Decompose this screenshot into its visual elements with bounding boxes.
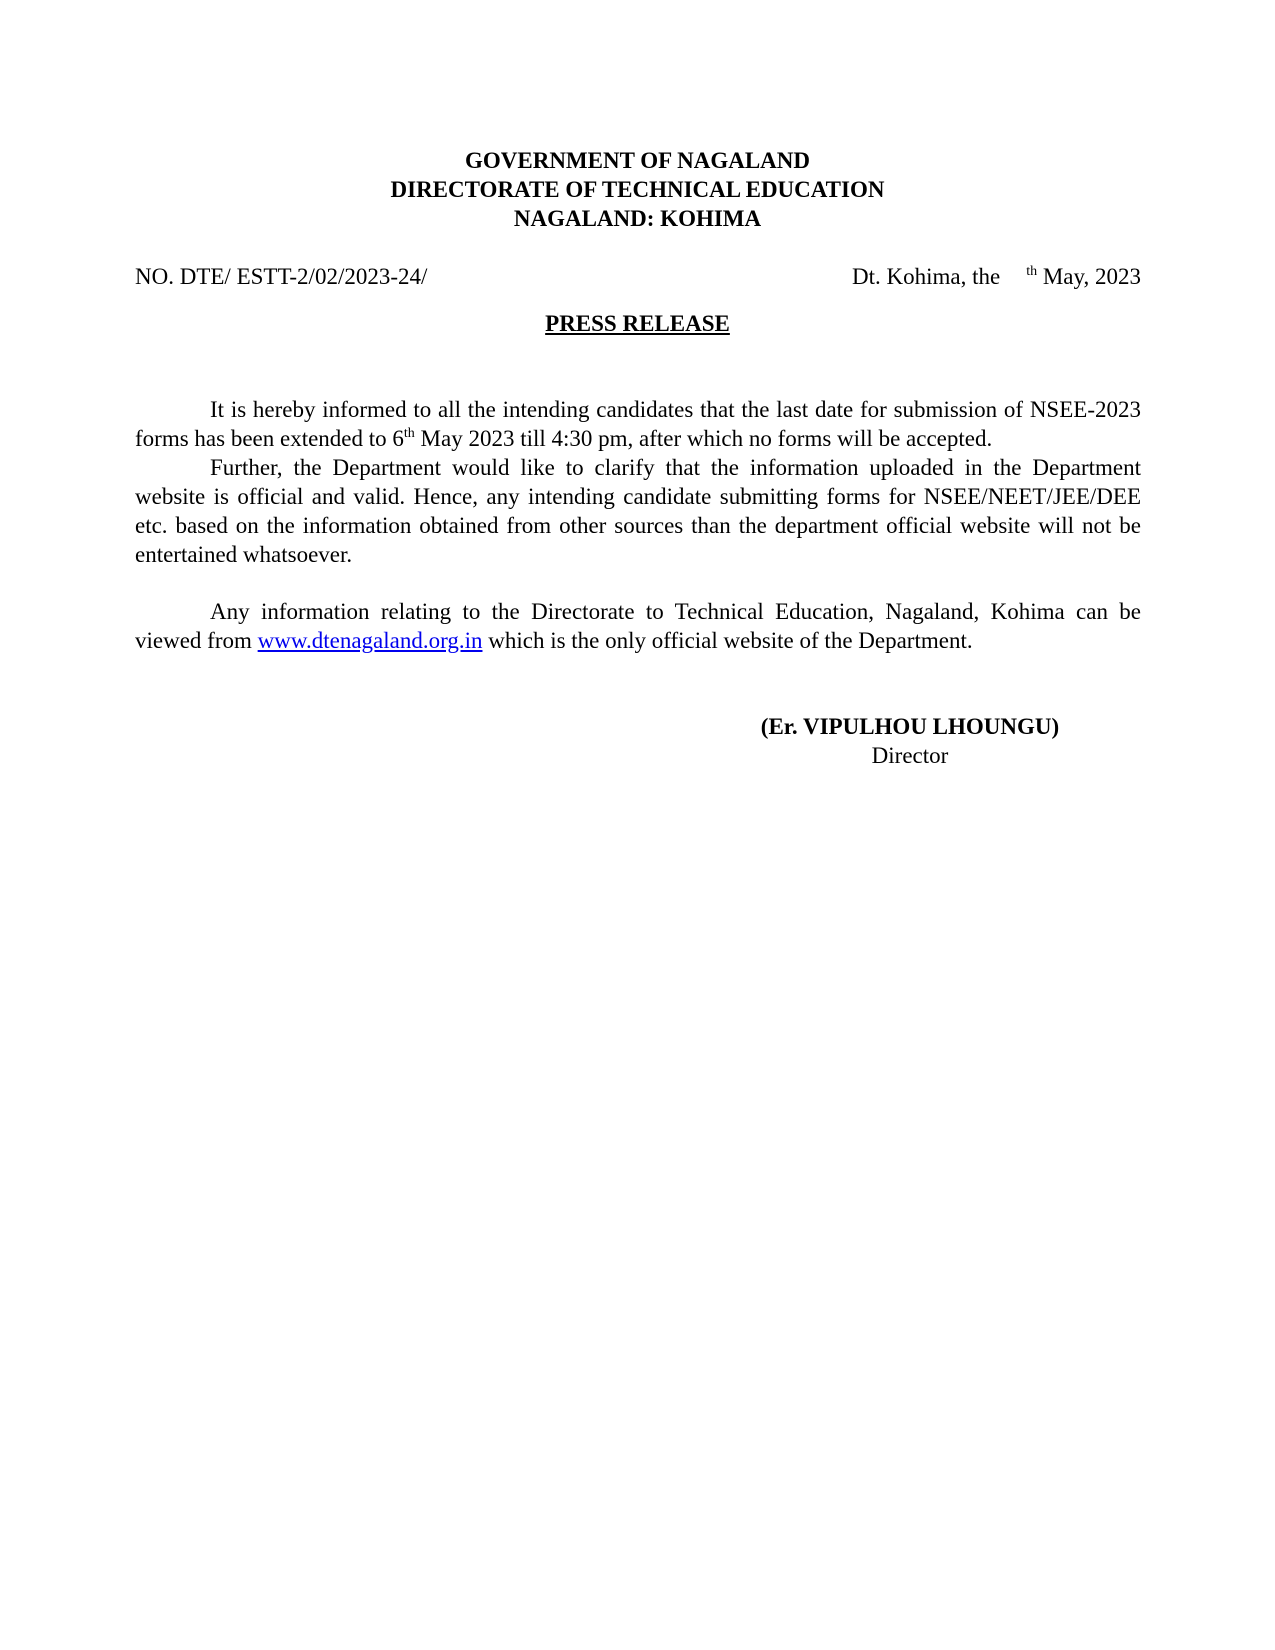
body-block-1 — [135, 395, 1141, 569]
date-prefix: Dt. Kohima, the — [851, 264, 1001, 289]
paragraph-deadline-part1: It is hereby informed to all the intending candidates that the last date for submission of NSEE-2023 forms has been extended to 6 — [135, 397, 1141, 451]
signatory-designation: Director — [871, 743, 949, 768]
header-location: NAGALAND: KOHIMA — [513, 206, 762, 231]
date-superscript: th — [1026, 264, 1038, 279]
paragraph-website-before: Any information relating to the Directorate to Technical Education, Nagaland, Kohima can be viewed from — [135, 599, 1141, 653]
paragraph-deadline-part2: May 2023 till 4:30 pm, after which no forms will be accepted. — [414, 426, 993, 451]
paragraph-clarification: Further, the Department would like to clarify that the information uploaded in the Department website is official and valid. Hence, any intending candidate submitting forms for NSEE/NEET/JEE/DEE etc. based on the information obtained from other sources than the department official website will not be entertained whatsoever. — [135, 455, 1141, 567]
paragraph-website-after: which is the only official website of the Department. — [482, 628, 973, 653]
official-website-link[interactable]: www.dtenagaland.org.in — [257, 628, 483, 653]
date-suffix: May, 2023 — [1042, 264, 1141, 289]
reference-number: NO. DTE/ ESTT-2/02/2023-24/ — [135, 264, 428, 289]
signatory-name: (Er. VIPULHOU LHOUNGU) — [760, 714, 1060, 739]
press-release-title: PRESS RELEASE — [545, 311, 730, 336]
paragraph-deadline-sup: th — [403, 426, 415, 441]
signature-block — [700, 712, 1120, 770]
paragraph-website — [135, 597, 1141, 655]
header-directorate: DIRECTORATE OF TECHNICAL EDUCATION — [390, 177, 885, 202]
paragraph-deadline — [135, 395, 1141, 453]
header-government: GOVERNMENT OF NAGALAND — [464, 148, 810, 173]
body-block-2 — [135, 597, 1141, 655]
letterhead — [0, 146, 1275, 233]
document-date — [852, 262, 1141, 291]
